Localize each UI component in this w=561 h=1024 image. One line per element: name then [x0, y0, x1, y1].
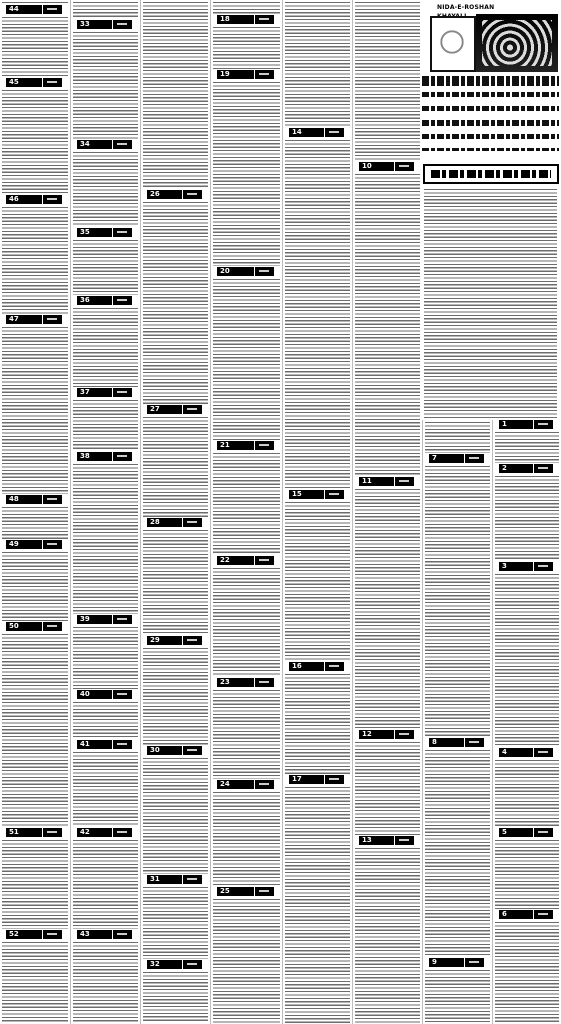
notice-text	[73, 239, 138, 295]
notice-text	[213, 452, 280, 555]
notice-number-badge	[77, 690, 132, 699]
notice-label-mark	[182, 190, 199, 199]
notice-text	[495, 431, 559, 463]
notice-label-mark	[394, 730, 411, 739]
notice-text	[425, 749, 490, 957]
notice-number-badge	[147, 636, 202, 645]
notice-number-badge	[147, 746, 202, 755]
notice-number-badge	[217, 70, 274, 79]
notice-text	[425, 421, 490, 453]
notice-number-badge	[77, 828, 132, 837]
notice-number-badge	[499, 420, 553, 429]
notice-number: 20	[220, 267, 230, 275]
notice-number-badge	[147, 518, 202, 527]
masthead-editor-line-2	[422, 90, 559, 99]
notice-number: 9	[432, 958, 437, 966]
notice-text	[495, 475, 559, 561]
notice-label-mark	[254, 267, 271, 276]
notice-number-badge	[6, 540, 62, 549]
notice-label-mark	[42, 930, 59, 939]
notice-label-mark	[182, 518, 199, 527]
notice-number: 35	[80, 228, 90, 236]
notice-number-badge	[77, 930, 132, 939]
notice-label-mark	[533, 464, 550, 473]
notice-text	[2, 326, 68, 494]
column-1	[0, 0, 70, 1024]
notice-number: 23	[220, 678, 230, 686]
logo-seal	[430, 16, 476, 72]
notice-text	[355, 847, 420, 1023]
notice-text	[73, 941, 138, 1023]
notice-number-badge	[429, 738, 484, 747]
notice-number: 8	[432, 738, 437, 746]
notice-text	[143, 971, 208, 1023]
notice-text	[2, 633, 68, 827]
notice-text	[425, 969, 490, 1023]
notice-number-badge	[499, 562, 553, 571]
notice-text	[143, 1, 208, 189]
notice-number-badge	[217, 441, 274, 450]
column-6	[352, 0, 422, 1024]
notice-number: 40	[80, 690, 90, 698]
notice-label-mark	[112, 228, 129, 237]
notice-number-badge	[6, 195, 62, 204]
notice-number-badge	[217, 267, 274, 276]
notice-label-mark	[254, 441, 271, 450]
notice-label-mark	[112, 20, 129, 29]
column-4	[210, 0, 282, 1024]
notice-text	[143, 886, 208, 959]
notice-number: 15	[292, 490, 302, 498]
notice-label-mark	[112, 452, 129, 461]
notice-text	[213, 567, 280, 677]
notice-text	[425, 465, 490, 737]
notice-number: 2	[502, 464, 507, 472]
notice-text	[213, 898, 280, 1023]
notice-number-badge	[6, 78, 62, 87]
notice-number-badge	[499, 910, 553, 919]
notice-label-mark	[254, 556, 271, 565]
notice-text	[495, 573, 559, 747]
notice-label-mark	[182, 746, 199, 755]
notice-number-badge	[77, 740, 132, 749]
notice-text	[285, 1, 350, 127]
notice-text	[2, 839, 68, 929]
notice-number-badge	[359, 162, 414, 171]
notice-label-mark	[254, 70, 271, 79]
notice-text	[143, 647, 208, 745]
notice-number: 25	[220, 887, 230, 895]
masthead-english-title: NIDA-E-ROSHAN	[437, 3, 497, 12]
notice-number: 46	[9, 195, 19, 203]
notice-text	[213, 689, 280, 779]
notice-text	[73, 1, 138, 19]
notice-label-mark	[324, 490, 341, 499]
roshan-khayali-logo	[476, 14, 558, 72]
notice-text	[213, 791, 280, 886]
notice-label-mark	[254, 780, 271, 789]
column-5	[282, 0, 352, 1024]
notice-number-badge	[289, 662, 344, 671]
notice-label-mark	[112, 930, 129, 939]
notice-text	[73, 399, 138, 451]
notice-number-badge	[147, 875, 202, 884]
notice-number-badge	[6, 828, 62, 837]
notice-number-badge	[499, 828, 553, 837]
notice-text	[495, 839, 559, 909]
notice-label-mark	[112, 828, 129, 837]
notice-number: 18	[220, 15, 230, 23]
notice-label-mark	[533, 562, 550, 571]
article-headline	[423, 164, 559, 184]
notice-number-badge	[359, 477, 414, 486]
notice-number: 1	[502, 420, 507, 428]
notice-number-badge	[359, 730, 414, 739]
notice-text	[143, 201, 208, 404]
notice-number: 24	[220, 780, 230, 788]
notice-label-mark	[112, 296, 129, 305]
notice-number-badge	[359, 836, 414, 845]
notice-number: 4	[502, 748, 507, 756]
notice-label-mark	[42, 622, 59, 631]
notice-label-mark	[254, 678, 271, 687]
notice-text	[355, 488, 420, 729]
notice-number: 29	[150, 636, 160, 644]
calligraphy-logo-icon	[482, 20, 552, 66]
notice-text	[73, 463, 138, 614]
notice-number-badge	[6, 930, 62, 939]
notice-label-mark	[394, 836, 411, 845]
notice-number: 27	[150, 405, 160, 413]
notice-number: 3	[502, 562, 507, 570]
notice-number: 36	[80, 296, 90, 304]
notice-label-mark	[533, 420, 550, 429]
notice-number-badge	[217, 678, 274, 687]
notice-number: 26	[150, 190, 160, 198]
notice-number-badge	[499, 748, 553, 757]
notice-text	[73, 751, 138, 827]
notice-number: 22	[220, 556, 230, 564]
notice-label-mark	[182, 960, 199, 969]
notice-text	[285, 673, 350, 774]
masthead-editor-line-3	[422, 104, 559, 113]
notice-label-mark	[182, 875, 199, 884]
notice-number-badge	[6, 5, 62, 14]
notice-number-badge	[77, 20, 132, 29]
masthead-editor-line-4	[422, 118, 559, 128]
notice-label-mark	[394, 162, 411, 171]
notice-number-badge	[147, 960, 202, 969]
notice-label-mark	[324, 128, 341, 137]
article-body	[424, 188, 557, 420]
notice-number: 11	[362, 477, 372, 485]
notice-number-badge	[77, 615, 132, 624]
notice-label-mark	[464, 738, 481, 747]
notice-text	[2, 206, 68, 314]
notice-number: 30	[150, 746, 160, 754]
notice-number-badge	[77, 296, 132, 305]
notice-text	[143, 529, 208, 635]
notice-label-mark	[42, 315, 59, 324]
notice-number: 41	[80, 740, 90, 748]
notice-text	[73, 626, 138, 689]
notice-text	[73, 31, 138, 139]
notice-number: 17	[292, 775, 302, 783]
notice-number-badge	[6, 495, 62, 504]
notice-number: 16	[292, 662, 302, 670]
notice-label-mark	[42, 828, 59, 837]
notice-number-badge	[289, 775, 344, 784]
notice-text	[2, 506, 68, 539]
notice-text	[143, 757, 208, 874]
notice-number-badge	[429, 454, 484, 463]
notice-number: 44	[9, 5, 19, 13]
notice-label-mark	[42, 78, 59, 87]
notice-number: 39	[80, 615, 90, 623]
notice-label-mark	[533, 910, 550, 919]
notice-text	[73, 701, 138, 739]
notice-label-mark	[464, 958, 481, 967]
notice-label-mark	[42, 195, 59, 204]
notice-text	[73, 151, 138, 227]
notice-label-mark	[42, 495, 59, 504]
notice-label-mark	[42, 540, 59, 549]
notice-number-badge	[429, 958, 484, 967]
notice-label-mark	[394, 477, 411, 486]
notice-number: 47	[9, 315, 19, 323]
masthead-editor-line-5	[422, 132, 559, 141]
notice-number: 43	[80, 930, 90, 938]
notice-text	[355, 741, 420, 835]
notice-text	[355, 1, 420, 161]
notice-label-mark	[254, 887, 271, 896]
notice-label-mark	[112, 140, 129, 149]
notice-number-badge	[289, 490, 344, 499]
notice-text	[73, 839, 138, 929]
notice-number: 21	[220, 441, 230, 449]
notice-label-mark	[112, 388, 129, 397]
notice-number: 7	[432, 454, 437, 462]
notice-number-badge	[289, 128, 344, 137]
masthead-editor-line-6	[422, 146, 559, 153]
notice-label-mark	[112, 690, 129, 699]
notice-number-badge	[217, 887, 274, 896]
notice-label-mark	[42, 5, 59, 14]
notice-number-badge	[77, 228, 132, 237]
notice-number: 34	[80, 140, 90, 148]
notice-text	[285, 501, 350, 661]
masthead-editor-line-1	[422, 74, 559, 88]
notice-text	[2, 941, 68, 1023]
notice-label-mark	[324, 662, 341, 671]
notice-text	[73, 307, 138, 387]
column-3	[140, 0, 210, 1024]
notice-label-mark	[182, 636, 199, 645]
notice-text	[2, 89, 68, 194]
notice-label-mark	[112, 740, 129, 749]
notice-number: 28	[150, 518, 160, 526]
notice-number-badge	[217, 780, 274, 789]
seal-icon	[436, 24, 468, 60]
notice-label-mark	[254, 15, 271, 24]
notice-text	[2, 551, 68, 621]
notice-label-mark	[182, 405, 199, 414]
notice-text	[285, 786, 350, 1023]
notice-text	[213, 1, 280, 14]
notice-number: 10	[362, 162, 372, 170]
notice-number: 52	[9, 930, 19, 938]
notice-number: 49	[9, 540, 19, 548]
notice-text	[2, 16, 68, 77]
notice-number: 38	[80, 452, 90, 460]
notice-number: 31	[150, 875, 160, 883]
notice-number: 6	[502, 910, 507, 918]
notice-text	[285, 139, 350, 489]
notice-number: 12	[362, 730, 372, 738]
notice-number: 51	[9, 828, 19, 836]
notice-number-badge	[217, 556, 274, 565]
notice-label-mark	[464, 454, 481, 463]
notice-number: 37	[80, 388, 90, 396]
notice-text	[213, 26, 280, 69]
notice-number: 5	[502, 828, 507, 836]
notice-text	[2, 1, 68, 4]
notice-text	[495, 921, 559, 1023]
notice-number: 48	[9, 495, 19, 503]
notice-label-mark	[533, 828, 550, 837]
notice-text	[495, 759, 559, 827]
column-8	[492, 420, 561, 1024]
notice-label-mark	[112, 615, 129, 624]
notice-label-mark	[324, 775, 341, 784]
notice-number: 14	[292, 128, 302, 136]
notice-number-badge	[77, 388, 132, 397]
notice-text	[213, 278, 280, 440]
notice-text	[143, 416, 208, 517]
notice-number-badge	[147, 190, 202, 199]
notice-text	[355, 173, 420, 476]
notice-number-badge	[6, 315, 62, 324]
notice-number-badge	[77, 452, 132, 461]
notice-number: 50	[9, 622, 19, 630]
notice-number: 45	[9, 78, 19, 86]
column-2	[70, 0, 140, 1024]
notice-number: 19	[220, 70, 230, 78]
notice-number: 32	[150, 960, 160, 968]
notice-label-mark	[533, 748, 550, 757]
notice-number: 33	[80, 20, 90, 28]
notice-text	[213, 81, 280, 266]
notice-number-badge	[147, 405, 202, 414]
notice-number: 13	[362, 836, 372, 844]
notice-number-badge	[499, 464, 553, 473]
notice-number: 42	[80, 828, 90, 836]
notice-number-badge	[77, 140, 132, 149]
notice-number-badge	[6, 622, 62, 631]
column-7	[422, 420, 492, 1024]
notice-number-badge	[217, 15, 274, 24]
